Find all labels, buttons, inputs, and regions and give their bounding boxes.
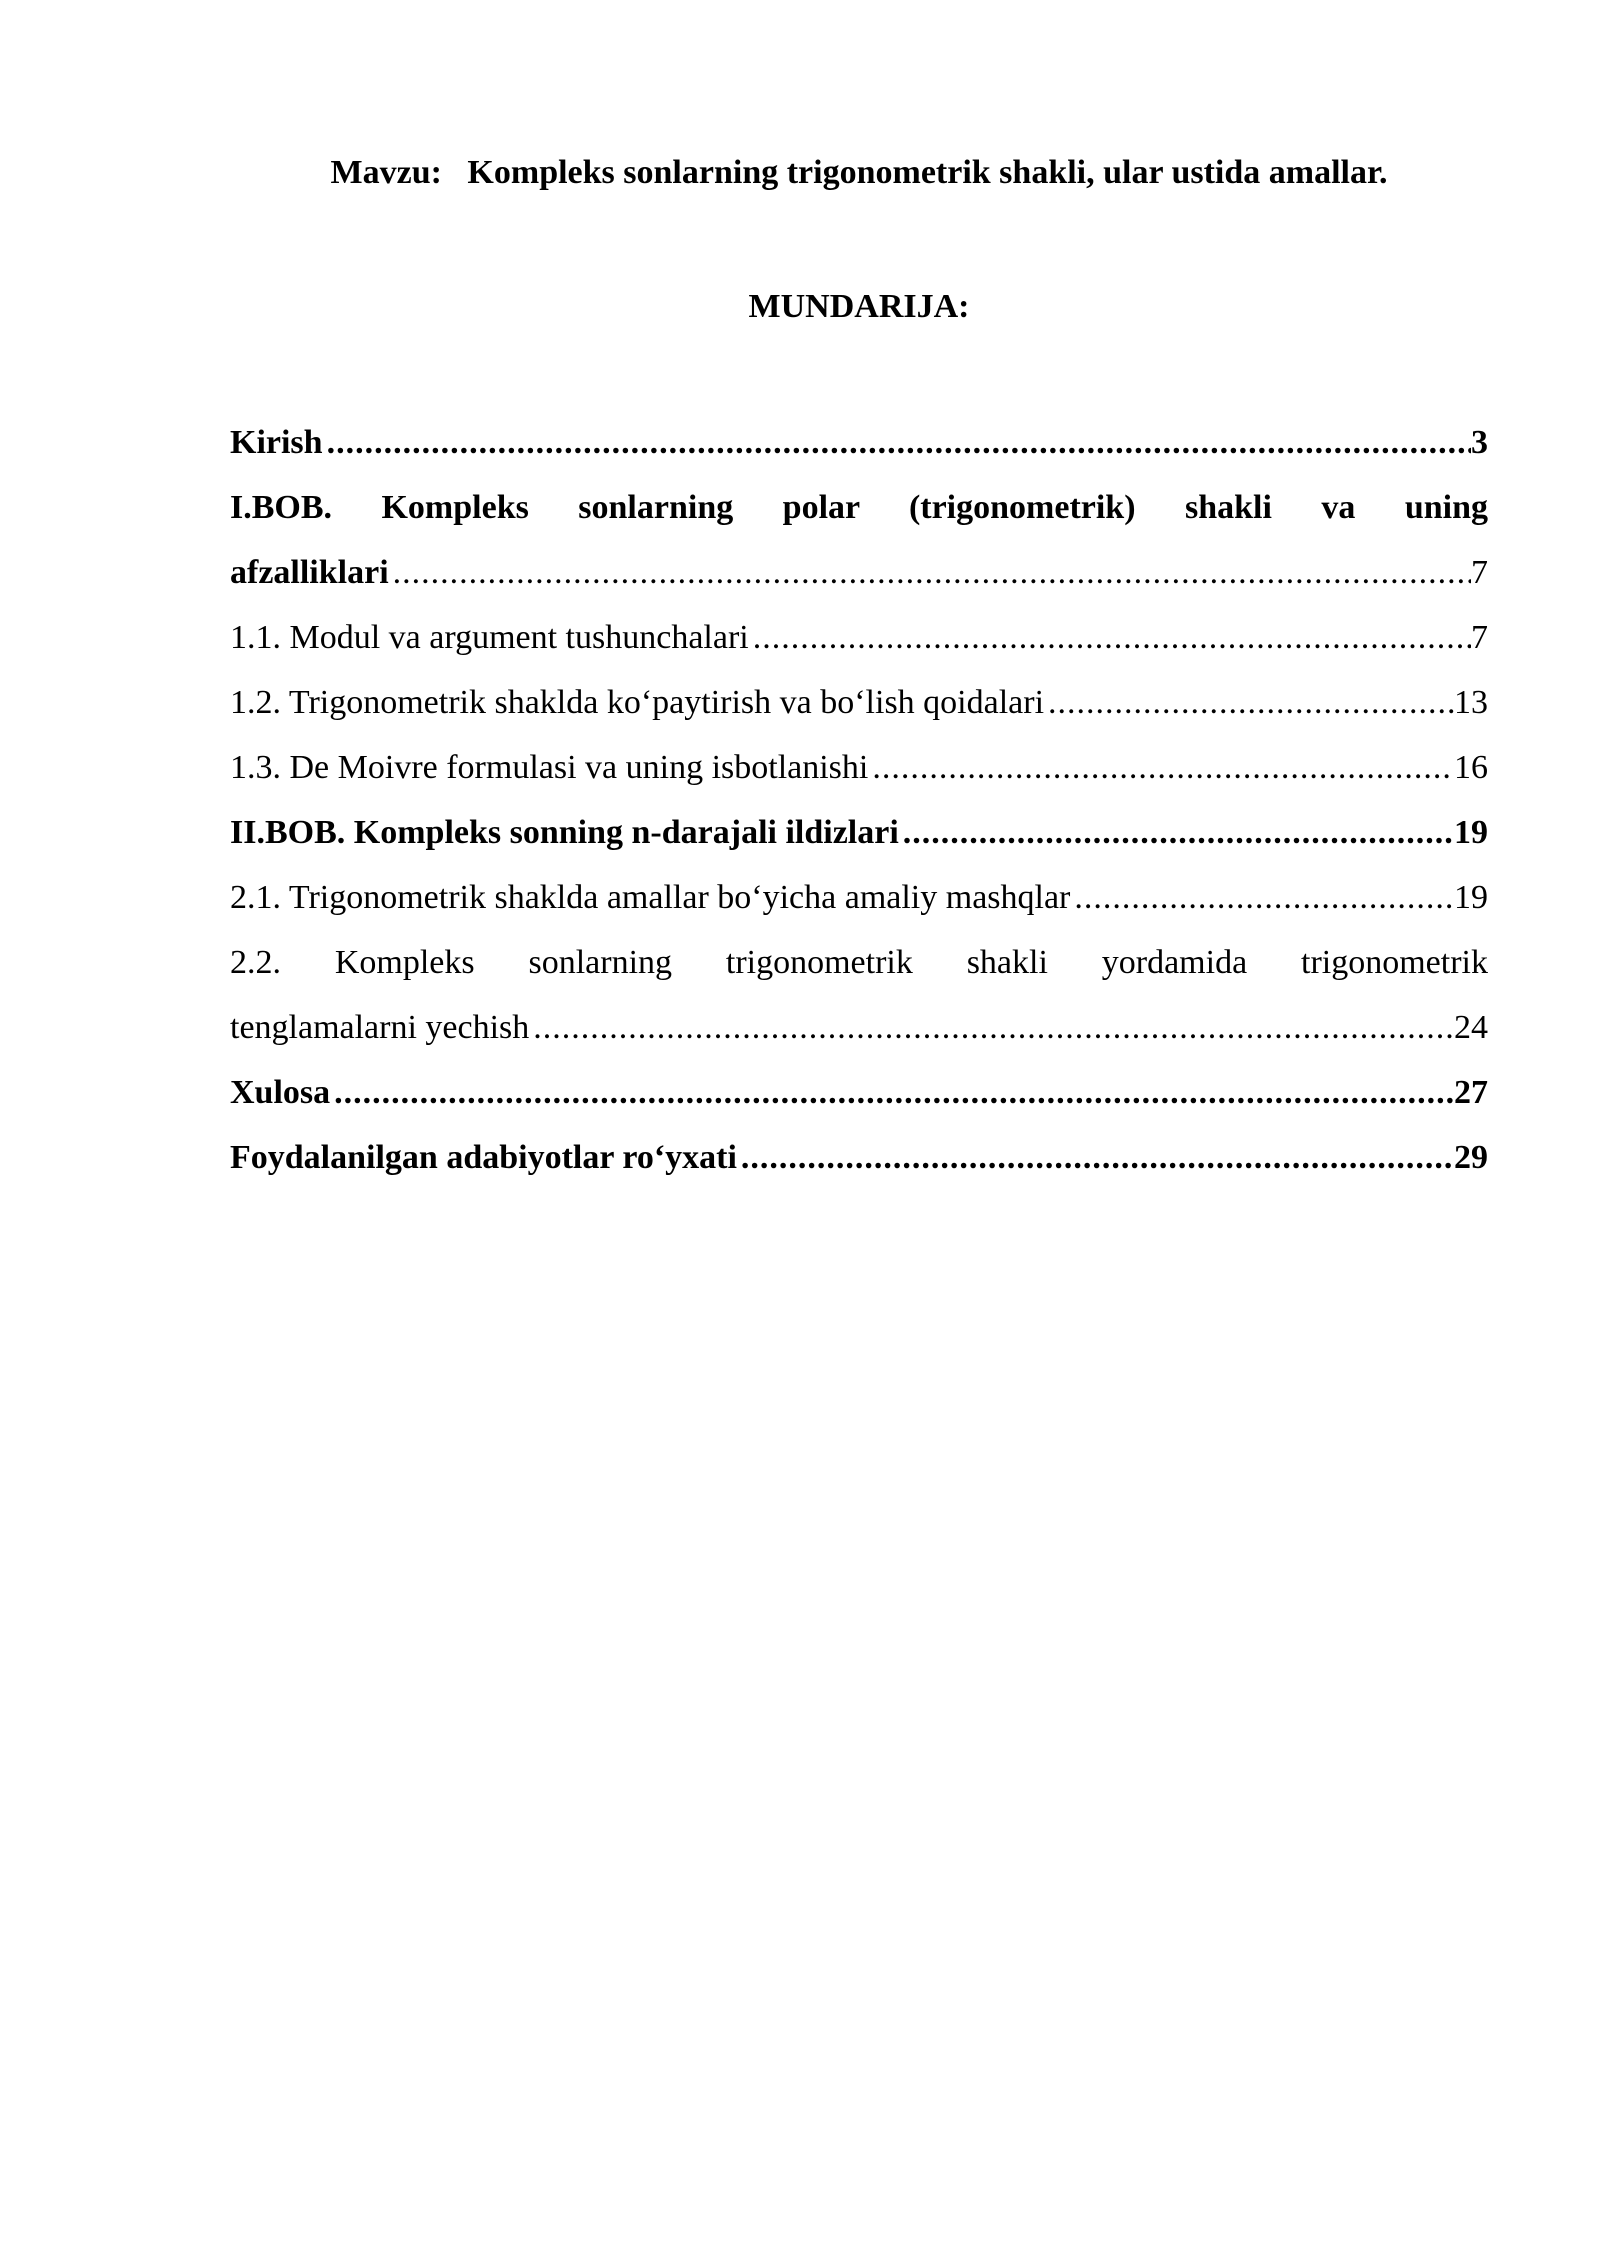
toc-entry-1-1[interactable] — [230, 605, 1488, 670]
dot-leader — [749, 605, 1471, 670]
dot-leader — [389, 540, 1471, 605]
toc-entry-references[interactable] — [230, 1125, 1488, 1190]
toc-entry-label: Xulosa — [230, 1074, 331, 1111]
dot-leader — [1044, 670, 1454, 735]
dot-leader — [529, 995, 1454, 1060]
toc-entry-chapter-2[interactable] — [230, 800, 1488, 865]
toc-entry-label: 2.2. Kompleks sonlarning trigonometrik shakli yordamida trigonometrik — [230, 944, 1488, 981]
toc-entry-2-1[interactable] — [230, 865, 1488, 930]
toc-page-number: 29 — [1454, 1139, 1488, 1176]
toc-entry-label: tenglamalarni yechish — [230, 1009, 530, 1046]
toc-entry-label: Kirish — [230, 424, 323, 461]
toc-entry-xulosa[interactable] — [230, 1060, 1488, 1125]
dot-leader — [737, 1125, 1454, 1190]
toc-page-number: 19 — [1454, 879, 1488, 916]
toc-entry-kirish[interactable] — [230, 410, 1488, 475]
toc-page-number: 19 — [1454, 814, 1488, 851]
toc-entry-1-2[interactable] — [230, 670, 1488, 735]
toc-entry-chapter-1-line-2[interactable] — [230, 540, 1488, 605]
toc-page-number: 7 — [1471, 619, 1488, 656]
toc-page-number: 27 — [1454, 1074, 1488, 1111]
toc-entry-label: I.BOB. Kompleks sonlarning polar (trigonometrik) shakli va uning — [230, 489, 1488, 526]
dot-leader — [868, 735, 1454, 800]
toc-entry-label: 2.1. Trigonometrik shaklda amallar bo‘yicha amaliy mashqlar — [230, 879, 1071, 916]
toc-entry-label: afzalliklari — [230, 554, 389, 591]
toc-entry-1-3[interactable] — [230, 735, 1488, 800]
toc-entry-label: 1.3. De Moivre formulasi va uning isbotlanishi — [230, 749, 869, 786]
toc-entry-label: 1.2. Trigonometrik shaklda ko‘paytirish va bo‘lish qoidalari — [230, 684, 1045, 721]
dot-leader — [323, 410, 1471, 475]
toc-entry-2-2-line-2[interactable] — [230, 995, 1488, 1060]
dot-leader — [330, 1060, 1454, 1125]
toc-page-number: 24 — [1454, 1009, 1488, 1046]
toc-entry-2-2-line-1[interactable] — [230, 930, 1488, 995]
toc-page-number: 3 — [1471, 424, 1488, 461]
toc-page-number: 7 — [1471, 554, 1488, 591]
toc-entry-label: II.BOB. Kompleks sonning n-darajali ildizlari — [230, 814, 899, 851]
toc-entry-label: Foydalanilgan adabiyotlar ro‘yxati — [230, 1139, 737, 1176]
toc-page-number: 13 — [1454, 684, 1488, 721]
table-of-contents — [230, 410, 1488, 1190]
dot-leader — [899, 800, 1454, 865]
toc-heading: MUNDARIJA: — [748, 288, 970, 325]
toc-entry-label: 1.1. Modul va argument tushunchalari — [230, 619, 749, 656]
dot-leader — [1070, 865, 1454, 930]
toc-page-number: 16 — [1454, 749, 1488, 786]
document-subject: Mavzu: Kompleks sonlarning trigonometrik shakli, ular ustida amallar. — [330, 154, 1388, 191]
toc-entry-chapter-1-line-1[interactable] — [230, 475, 1488, 540]
